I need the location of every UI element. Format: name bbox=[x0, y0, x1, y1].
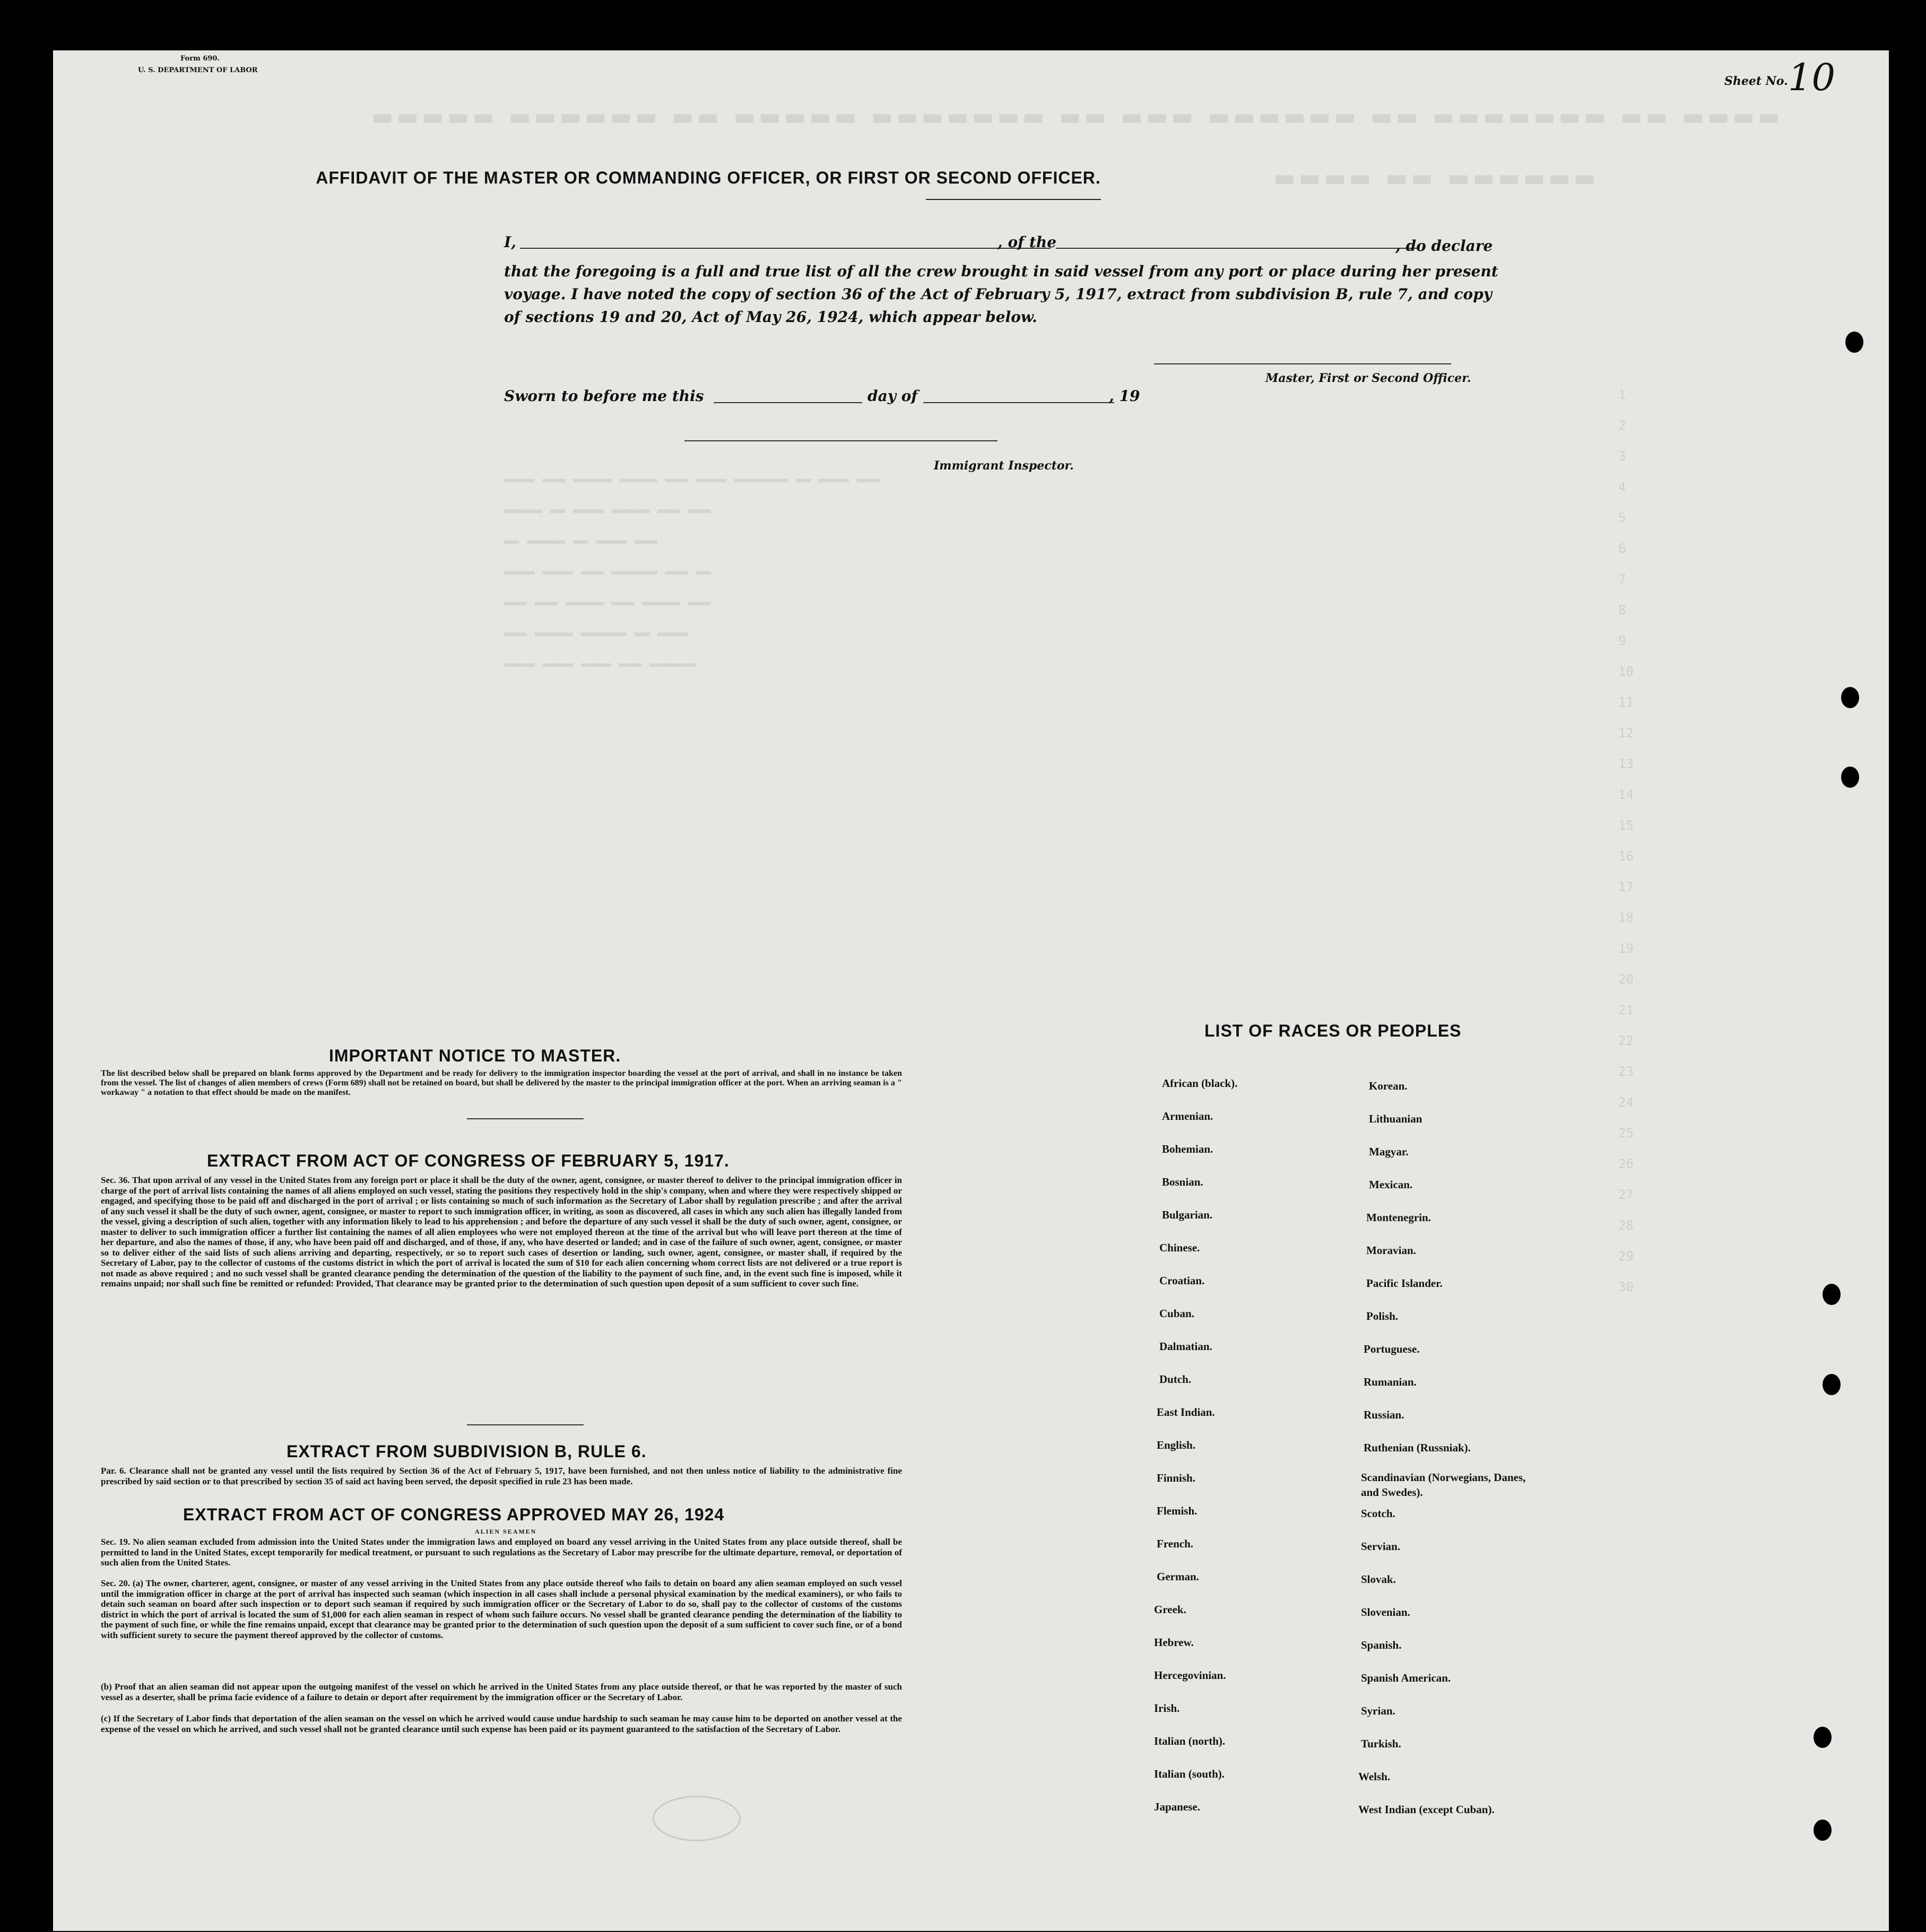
race-right: Turkish. bbox=[1361, 1737, 1401, 1750]
extract-1917-title: EXTRACT FROM ACT OF CONGRESS OF FEBRUARY 5, 1917. bbox=[207, 1151, 730, 1170]
race-right: Lithuanian bbox=[1369, 1112, 1422, 1125]
title-rule bbox=[926, 199, 1101, 200]
race-left: Greek. bbox=[1154, 1603, 1186, 1616]
section-rule bbox=[467, 1118, 584, 1119]
sheet-number: 10 bbox=[1788, 56, 1836, 99]
race-right: Slovak. bbox=[1361, 1573, 1396, 1586]
extract-rule-body: Par. 6. Clearance shall not be granted any vessel until the lists required by Section 36 of the Act of February 5, 1917, have been furnished, and not then unless notice of liability to the administrative fine prescribed by said section or to that prescribed by section 35 of said act having been served, the deposit specified in rule 23 has been made. bbox=[101, 1466, 902, 1486]
affidavit-line-3: voyage. I have noted the copy of section 36 of the Act of February 5, 1917, extract from subdivision B, rule 7, and copy bbox=[504, 285, 1493, 303]
race-right: Syrian. bbox=[1361, 1704, 1395, 1717]
race-right: Servian. bbox=[1361, 1540, 1401, 1553]
sworn-day-of: day of bbox=[867, 387, 918, 405]
race-right: Mexican. bbox=[1369, 1178, 1413, 1191]
race-left: Cuban. bbox=[1159, 1307, 1194, 1320]
sec-20a-body: Sec. 20. (a) The owner, charterer, agent, consignee, or master of any vessel arriving in the United States from any place outside thereof who fails to detain on board any alien seaman employed on such vessel until the immigration officer in charge at the port of arrival has inspected such seaman (which inspection in all cases shall include a personal physical examination by the medical examiners), or who fails to detain such seaman on board after such inspection or to deport such seaman if required by such immigration officer or the Secretary of Labor to do so, shall pay to the collector of customs of the customs district in which the port of arrival is located the sum of $1,000 for each alien seaman in respect of whom such failure occurs. No vessel shall be granted clearance pending the determination of the liability to the payment of such fine, or while the fine remains unpaid, except that clearance may be granted prior to the determination of such question upon the deposit of a sum sufficient to cover such fine, or of a bond with sufficient surety to secure the payment thereof approved by the collector of customs. bbox=[101, 1578, 902, 1640]
sec-20c-body: (c) If the Secretary of Labor finds that deportation of the alien seaman on the vessel on which he arrived would cause undue hardship to such seaman he may cause him to be deported on another vessel at the expense of the vessel on which he arrived, and such vessel shall not be granted clearance until such expense has been paid or its payment guaranteed to the satisfaction of the Secretary of Labor. bbox=[101, 1713, 902, 1734]
race-left: Armenian. bbox=[1162, 1110, 1213, 1122]
race-left: Chinese. bbox=[1159, 1241, 1200, 1254]
binder-hole bbox=[1841, 687, 1859, 708]
races-title: LIST OF RACES OR PEOPLES bbox=[1204, 1021, 1462, 1040]
extract-1917-body: Sec. 36. That upon arrival of any vessel in the United States from any foreign port or place it shall be the duty of the owner, agent, consignee, or master thereof to deliver to the principal immigration officer in charge of the port of arrival lists containing the names of all aliens employed on such vessel, stating the positions they respectively hold in the ship's company, when and where they were respectively shipped or engaged, and specifying those to be paid off and discharged in the port of arrival ; or lists containing so much of such information as the Secretary of Labor shall by regulation prescribe ; and after the arrival of any such vessel it shall be the duty of such owner, agent, consignee, or master to report to such immigration officer, in writing, as soon as discovered, all cases in which any such alien has illegally landed from the vessel, giving a description of such alien, together with any information likely to lead to his apprehension ; and before the departure of any such vessel it shall be the duty of such owner, agent, consignee, or master to deliver to such immigration officer a further list containing the names of all alien employees who were not employed thereon at the time of the arrival but who will leave port thereon at the time of her departure, and also the names of those, if any, who have been paid off and discharged, and of those, if any, who have deserted or landed; and in case of the failure of such owner, agent, consignee, or master so to deliver either of the said lists of such aliens arriving and departing, respectively, or so to report such cases of desertion or landing, such owner, agent, consignee, or master shall, if required by the Secretary of Labor, pay to the collector of customs of the customs district in which the port of arrival is located the sum of $10 for each alien concerning whom correct lists are not delivered or a true report is not made as above required ; and no such vessel shall be granted clearance pending the determination of the question of the liability to the payment of such fine, and, in the event such fine is imposed, while it remains unpaid; nor shall such fine be remitted or refunded: Provided, That clearance may be granted prior to the determination of such question upon deposit of a sum sufficient to cover such fine. bbox=[101, 1175, 902, 1289]
inspector-caption: Immigrant Inspector. bbox=[934, 459, 1074, 473]
race-right: Rumanian. bbox=[1364, 1376, 1417, 1388]
sec-20b-body: (b) Proof that an alien seaman did not appear upon the outgoing manifest of the vessel on which he arrived in the United States from any place outside thereof, or that he was reported by the master of such vessel as a deserter, shall be prima facie evidence of a failure to detain or deport after requirement by the immigration officer or the Secretary of Labor. bbox=[101, 1682, 902, 1702]
binder-hole bbox=[1841, 767, 1859, 788]
race-right: Magyar. bbox=[1369, 1145, 1409, 1158]
form-number: Form 690. bbox=[180, 55, 220, 63]
race-left: Japanese. bbox=[1154, 1800, 1200, 1813]
race-right: Russian. bbox=[1364, 1408, 1404, 1421]
alien-seamen-subtitle: ALIEN SEAMEN bbox=[475, 1528, 537, 1535]
notice-title: IMPORTANT NOTICE TO MASTER. bbox=[329, 1046, 621, 1065]
race-left: Italian (north). bbox=[1154, 1735, 1226, 1747]
race-right: Pacific Islander. bbox=[1366, 1277, 1443, 1290]
race-left: Italian (south). bbox=[1154, 1768, 1225, 1780]
faint-stamp bbox=[653, 1796, 741, 1841]
race-left: Croatian. bbox=[1159, 1274, 1205, 1287]
bleed-through-heading-2: ▬▬▬▬ ▬▬ ▬▬▬▬▬▬ bbox=[1273, 164, 1599, 192]
race-left: Dutch. bbox=[1159, 1373, 1192, 1386]
sworn-month-blank bbox=[923, 402, 1114, 403]
bleed-through-heading: ▬▬▬▬▬ ▬▬▬▬▬▬ ▬▬ ▬▬▬▬▬ ▬▬▬▬▬▬▬ ▬▬ ▬▬▬ ▬▬▬▬▬▬ ▬▬ ▬▬▬▬▬▬▬ ▬▬ ▬▬▬▬ bbox=[371, 103, 1783, 130]
race-left: Bulgarian. bbox=[1162, 1208, 1213, 1221]
affidavit-line-2: that the foregoing is a full and true list of all the crew brought in said vessel from any port or place during her present bbox=[504, 263, 1498, 280]
race-left: English. bbox=[1157, 1439, 1195, 1451]
race-right: Polish. bbox=[1366, 1310, 1399, 1322]
sworn-day-blank bbox=[714, 402, 862, 403]
race-right: Scotch. bbox=[1361, 1507, 1395, 1520]
affidavit-line-4: of sections 19 and 20, Act of May 26, 1924, which appear below. bbox=[504, 308, 1037, 326]
document-page bbox=[53, 50, 1889, 1931]
extract-rule-title: EXTRACT FROM SUBDIVISION B, RULE 6. bbox=[287, 1442, 647, 1461]
sec-19-body: Sec. 19. No alien seaman excluded from admission into the United States under the immigration laws and employed on board any vessel arriving in the United States from any place outside thereof, shall be permitted to land in the United States, except temporarily for medical treatment, or pursuant to such regulations as the Secretary of Labor may prescribe for the ultimate departure, removal, or deportation of such alien from the United States. bbox=[101, 1537, 902, 1568]
race-right: West Indian (except Cuban). bbox=[1358, 1803, 1495, 1816]
name-blank bbox=[520, 248, 1051, 249]
master-caption: Master, First or Second Officer. bbox=[1265, 371, 1471, 385]
sheet-label: Sheet No. bbox=[1724, 74, 1788, 88]
binder-hole bbox=[1823, 1284, 1841, 1305]
race-left: Dalmatian. bbox=[1159, 1340, 1212, 1353]
master-signature-line bbox=[1154, 363, 1451, 364]
race-left: Hercegovinian. bbox=[1154, 1669, 1226, 1682]
race-left: Finnish. bbox=[1157, 1472, 1195, 1484]
race-right: Portuguese. bbox=[1364, 1343, 1420, 1355]
race-right: Moravian. bbox=[1366, 1244, 1416, 1257]
race-right: Spanish American. bbox=[1361, 1672, 1451, 1684]
race-left: French. bbox=[1157, 1537, 1194, 1550]
race-right: Scandinavian (Norwegians, Danes, and Swedes). bbox=[1361, 1471, 1526, 1499]
race-left: Bosnian. bbox=[1162, 1176, 1203, 1188]
race-left: Bohemian. bbox=[1162, 1143, 1213, 1155]
sworn-year: , 19 bbox=[1109, 387, 1140, 405]
department-label: U. S. DEPARTMENT OF LABOR bbox=[138, 66, 258, 74]
race-right: Welsh. bbox=[1358, 1770, 1391, 1783]
bleed-through-rows: ▬▬▬▬ ▬▬▬ ▬▬▬▬▬ ▬▬▬▬▬ ▬▬▬ ▬▬▬▬ ▬▬▬▬▬▬▬ ▬▬ ▬▬▬▬ ▬▬▬ ▬▬▬▬▬ ▬▬ ▬▬▬▬ ▬▬▬▬▬ ▬▬▬ ▬▬▬ ▬▬ ▬▬▬▬▬ ▬▬ ▬▬▬▬ ▬▬▬ ▬▬▬▬ ▬▬▬▬ ▬▬▬ ▬▬▬▬▬▬ ▬▬▬ ▬▬ ▬▬▬ ▬▬▬ ▬▬▬▬▬ ▬▬▬ ▬▬▬▬▬ ▬▬▬ ▬▬▬ ▬▬▬▬▬ ▬▬▬▬▬▬ ▬▬ ▬▬▬▬ ▬▬▬▬ ▬▬▬▬ ▬▬▬▬ ▬▬▬ ▬▬▬▬▬▬ bbox=[504, 472, 880, 672]
extract-1924-title: EXTRACT FROM ACT OF CONGRESS APPROVED MAY 26, 1924 bbox=[183, 1505, 725, 1524]
affidavit-i: I, bbox=[504, 233, 516, 251]
binder-hole bbox=[1845, 332, 1863, 353]
race-left: Hebrew. bbox=[1154, 1636, 1194, 1649]
affidavit-title: AFFIDAVIT OF THE MASTER OR COMMANDING OFFICER, OR FIRST OR SECOND OFFICER. bbox=[316, 168, 1101, 187]
vessel-blank bbox=[1056, 248, 1417, 249]
binder-hole bbox=[1814, 1727, 1832, 1748]
race-right: Montenegrin. bbox=[1366, 1211, 1431, 1224]
section-rule bbox=[467, 1424, 584, 1425]
race-right: Korean. bbox=[1369, 1080, 1408, 1092]
affidavit-of-the: , of the bbox=[997, 233, 1057, 251]
sworn-text: Sworn to before me this bbox=[504, 387, 704, 405]
race-left: Flemish. bbox=[1157, 1504, 1198, 1517]
race-left: East Indian. bbox=[1157, 1406, 1215, 1418]
race-left: Irish. bbox=[1154, 1702, 1180, 1715]
bleed-through-column: 1 2 3 4 5 6 7 8 9 10 11 12 13 14 15 16 17 18 19 20 21 22 23 24 25 26 27 28 29 30 bbox=[1618, 387, 1634, 1294]
affidavit-declare: , do declare bbox=[1395, 237, 1493, 255]
race-left: African (black). bbox=[1162, 1077, 1238, 1090]
race-right: Slovenian. bbox=[1361, 1606, 1410, 1618]
binder-hole bbox=[1814, 1820, 1832, 1841]
race-right: Spanish. bbox=[1361, 1639, 1402, 1651]
binder-hole bbox=[1823, 1374, 1841, 1395]
notice-body: The list described below shall be prepared on blank forms approved by the Department and be ready for delivery to the immigration inspector boarding the vessel at the port of arrival, and shall in no instance be taken from the vessel. The list of changes of alien members of crews (Form 689) shall not be retained on board, but shall be delivered by the master to the principal immigration officer at the port. When an arriving seaman is a " workaway " a notation to that effect should be made on the manifest. bbox=[101, 1069, 902, 1097]
race-right: Ruthenian (Russniak). bbox=[1364, 1441, 1471, 1454]
race-left: German. bbox=[1157, 1570, 1199, 1583]
inspector-signature-line bbox=[684, 440, 997, 441]
